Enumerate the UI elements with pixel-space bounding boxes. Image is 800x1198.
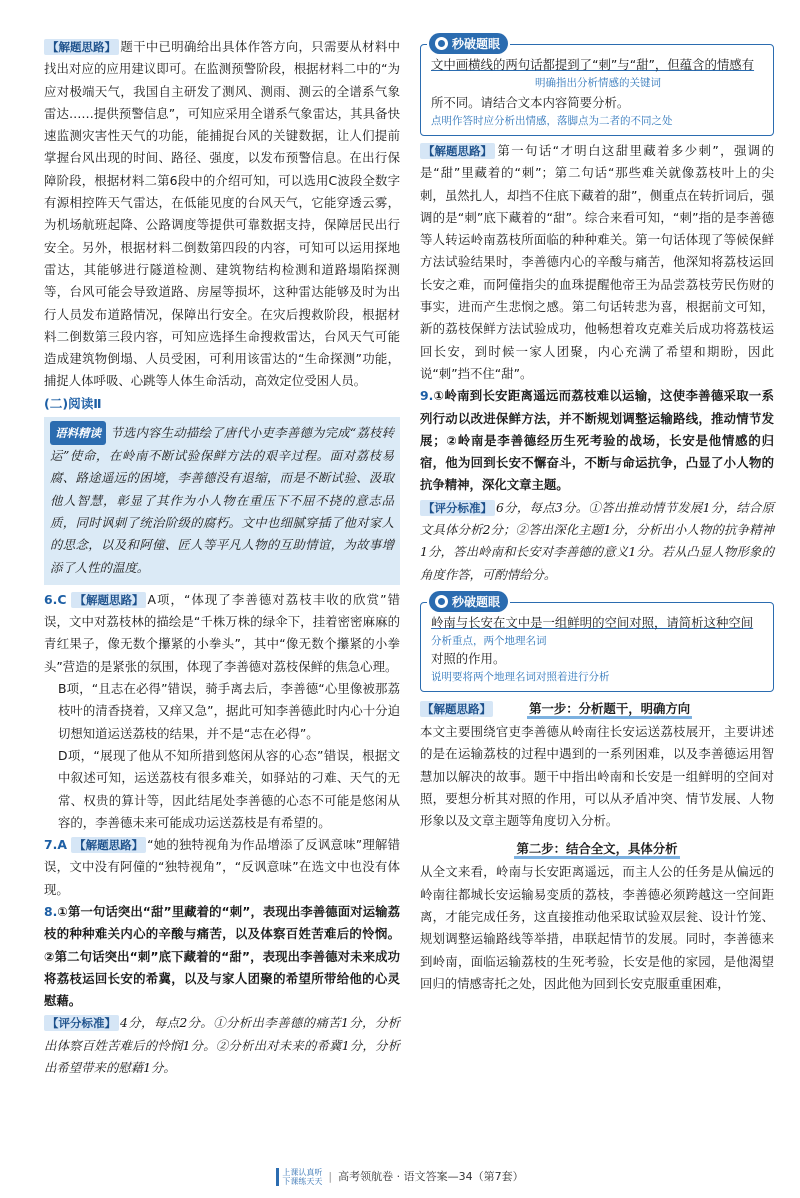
tip-question-text: 岭南与长安在文中是一组鲜明的空间对照，请简析这种空间 (431, 614, 754, 630)
step-1-text: 本文主要围绕官吏李善德从岭南往长安运送荔枝展开，主要讲述的是在运输荔枝的过程中遇到的一系列困难，以及李善德运用智慧加以解决的故事。题干中指出岭南和长安是一组鲜明的空间对照，要想分析其对照的作用，可以从矛盾冲突、情节发展、人物形象以及文章主题等角度切入分析。 (420, 723, 774, 829)
page-footer: 上课认真听 下课练天天 | 高考领航卷 · 语文答案—34（第7套） (0, 1168, 800, 1186)
q6-option-a: A项，“体现了李善德对荔枝丰收的欣赏”错误，文中对荔枝林的描绘是“千株万株的绿伞下，挂着密密麻麻的青红果子，像无数个攥紧的小拳头”，其中“像无数个攥紧的小拳头”营造的是紧张的氛围，体现了李善德对荔枝保鲜的焦急心理。 (44, 591, 400, 674)
jieti-label: 【解题思路】 (422, 701, 491, 716)
q6-option-d: D项，“展现了他从不知所措到悠闲从容的心态”错误，根据文中叙述可知，运送荔枝有很多难关，如驿站的刁难、天气的无常、权贵的算计等，因此结尾处李善德的心态不可能是悠闲从容的，李善德未来可能成功运送荔枝是有希望的。 (58, 747, 400, 830)
jingdu-text: 节选内容生动描绘了唐代小吏李善德为完成“荔枝转运”使命，在岭南不断试验保鲜方法的艰辛过程。面对荔枝易腐、路途遥远的困境，李善德没有退缩，而是不断试验、汲取他人智慧，彰显了其作为小人物在重压下不屈不挠的意志品质，同时讽刺了统治阶级的腐朽。文中也细腻穿插了他对家人的思念，以及和阿僮、匠人等平凡人物的互助情谊，为故事增添了人性的温度。 (50, 424, 394, 575)
left-column (44, 36, 400, 1079)
jieti-label: 【解题思路】 (44, 39, 119, 55)
q6-label: 【解题思路】 (71, 592, 146, 608)
q7-answer (44, 834, 400, 901)
tip-note: 明确指出分析情感的关键词 (535, 77, 661, 89)
target-icon (435, 37, 448, 50)
q7-text: “她的独特视角为作品增添了反讽意味”理解错误，文中没有阿僮的“独特视角”，“反讽意味”在选文中也没有体现。 (44, 837, 400, 897)
q8-scoring (44, 1012, 400, 1079)
footer-text: 高考领航卷 · 语文答案—34（第7套） (338, 1170, 524, 1183)
step-1-title: 第一步：分析题干，明确方向 (527, 701, 692, 719)
q8-answer (44, 901, 400, 1012)
footer-logo (276, 1168, 322, 1186)
tip-question-text: 文中画横线的两句话都提到了“刺”与“甜”，但蕴含的情感有 (431, 57, 755, 72)
tip-box-1 (420, 37, 774, 136)
q6-option-b: B项，“且志在必得”错误，骑手离去后，李善德“心里像被那荔枝叶的清香挠着，又痒又急”，据此可知李善德此时内心十分迫切想知道运送荔枝的结果，并不是“志在必得”。 (58, 681, 400, 741)
q8-scoring-label: 【评分标准】 (44, 1015, 119, 1031)
jieti-passage-3 (420, 698, 774, 995)
footer-logo-line2: 下课练天天 (282, 1177, 323, 1186)
tip-note-2: 说明要将两个地理名词对照着进行分析 (431, 670, 610, 683)
q7-label: 【解题思路】 (71, 837, 146, 853)
tip-box-tag: 秒破题眼 (452, 594, 501, 609)
target-icon (435, 595, 448, 608)
tip-question-line-2: 对照的作用。 (431, 650, 506, 666)
q9-scoring (420, 497, 774, 586)
q9-scoring-label: 【评分标准】 (420, 500, 495, 516)
q7-number: 7.A (44, 837, 67, 853)
q9-answer (420, 385, 774, 496)
tip-box-tag: 秒破题眼 (452, 37, 501, 51)
jieti-text: 题干中已明确给出具体作答方向，只需要从材料中找出对应的应用建议即可。在监测预警阶段，根据材料二中的“为应对极端天气，我国自主研发了测风、测雨、测云的全谱系气象雷达……提供预警信息”，可知应采用全谱系气象雷达，其具备快速监测灾害性天气的功能，能捕捉台风的关键数据，让人们提前掌握台风出现的时间、路径、强度，以发布预警信息。在出行保障阶段，根据材料二第6段中的介绍可知，可以选用C波段全数字有源相控阵天气雷达，在低能见度的台风天气，它能穿透云雾，为机场航班起降、公路调度等提供可靠数据支持，保障居民出行安全。另外，根据材料二倒数第四段的内容，可知可以运用探地雷达，其能够进行隧道检测、建筑物结构检测和道路塌陷探测等，台风可能会导致道路、房屋等损坏，这种雷达能够及时为出行人员发布道路情况，保障出行安全。在灾后搜救阶段，根据材料二倒数第三段内容，可知应选择生命搜救雷达，台风天气可能造成建筑物倒塌、人员受困，可利用该雷达的“生命探测”功能，捕捉人体呼吸、心跳等人体生命活动，高效定位受困人员。 (44, 39, 400, 389)
jingdu-box (44, 417, 400, 585)
jingdu-tag: 语料精读 (50, 421, 106, 445)
right-column (420, 36, 774, 995)
tip-note: 分析重点，两个地理名词 (431, 634, 547, 647)
q9-scoring-text: 6分，每点3分。①答出推动情节发展1分，结合原文具体分析2分；②答出深化主题1分，分析出小人物的抗争精神1分，答出岭南和长安对李善德的意义1分。若从凸显人物形象的角度作答，可酌情给分。 (420, 499, 774, 582)
q8-number: 8. (44, 903, 58, 919)
step-2-title: 第二步：结合全文，具体分析 (514, 841, 679, 859)
tip-note-2: 点明作答时应分析出情感，落脚点为二者的不同之处 (431, 115, 673, 127)
q8-text: ①第一句话突出“甜”里藏着的“刺”，表现出李善德面对运输荔枝的种种难关内心的辛酸与痛苦，以及体察百姓苦难后的怜悯。②第二句话突出“刺”底下藏着的“甜”，表现出李善德对未来成功将荔枝运回长安的希冀，以及与家人团聚的希望所带给他的心灵慰藉。 (44, 903, 400, 1009)
q6-number: 6.C (44, 591, 67, 607)
tip-box-2 (420, 594, 774, 692)
tip-question-line (431, 613, 765, 633)
jieti-label: 【解题思路】 (420, 143, 495, 159)
jieti-text: 第一句话“才明白这甜里藏着多少刺”，强调的是“甜”里藏着的“刺”；第二句话“那些难关就像荔枝叶上的尖刺，虽然扎人，却挡不住底下藏着的甜”，侧重点在转折词后，强调的是“刺”底下藏着的“甜”。综合来看可知，“刺”指的是李善德等人转运岭南荔枝所面临的种种难关。第一句话体现了等候保鲜方法试验结果时，李善德内心的辛酸与痛苦，他深知将荔枝运回长安之难，而阿僮指尖的血珠提醒他帝王为品尝荔枝劳民伤财的事实，进而产生悲悯之感。第二句话转悲为喜，根据前文可知，新的荔枝保鲜方法试验成功，他畅想着攻克难关后成功将荔枝运回长安，到时候一家人团聚，内心充满了希望和期盼，因此说“刺”挡不住“甜”。 (420, 143, 774, 381)
q9-text: ①岭南到长安距离遥远而荔枝难以运输，这使李善德采取一系列行动以改进保鲜方法，并不断规划调整运输路线，推动情节发展；②岭南是李善德经历生死考验的战场，长安是他情感的归宿，他为回到长安不懈奋斗，不断与命运抗争，凸显了小人物的抗争精神，深化文章主题。 (420, 388, 774, 493)
tip-question-line (431, 55, 765, 75)
q6-answer (44, 589, 400, 678)
jieti-passage-2 (420, 140, 774, 385)
tip-question-line-2: 所不同。请结合文本内容简要分析。 (431, 95, 630, 110)
section-title: (二)阅读Ⅱ (44, 395, 102, 411)
jieti-passage-1 (44, 36, 400, 393)
q9-number: 9. (420, 388, 434, 404)
q8-scoring-text: 4分，每点2分。①分析出李善德的痛苦1分，分析出体察百姓苦难后的怜悯1分。②分析出对未来的希冀1分，分析出希望带来的慰藉1分。 (44, 1015, 400, 1076)
footer-logo-line1: 上课认真听 (282, 1168, 323, 1177)
step-2-text: 从全文来看，岭南与长安距离遥远，而主人公的任务是从偏远的岭南往都城长安运输易变质的荔枝，李善德必须跨越这一空间距离，才能完成任务，这直接推动他采取试验双层瓮、设计竹笼、规划调整运输路线等举措，串联起情节的发展。同时，李善德来到岭南，面临运输荔枝的生死考验，长安是他的家园，是他渴望回归的情感寄托之处，因此他为回到长安克服重重困难， (420, 864, 774, 991)
